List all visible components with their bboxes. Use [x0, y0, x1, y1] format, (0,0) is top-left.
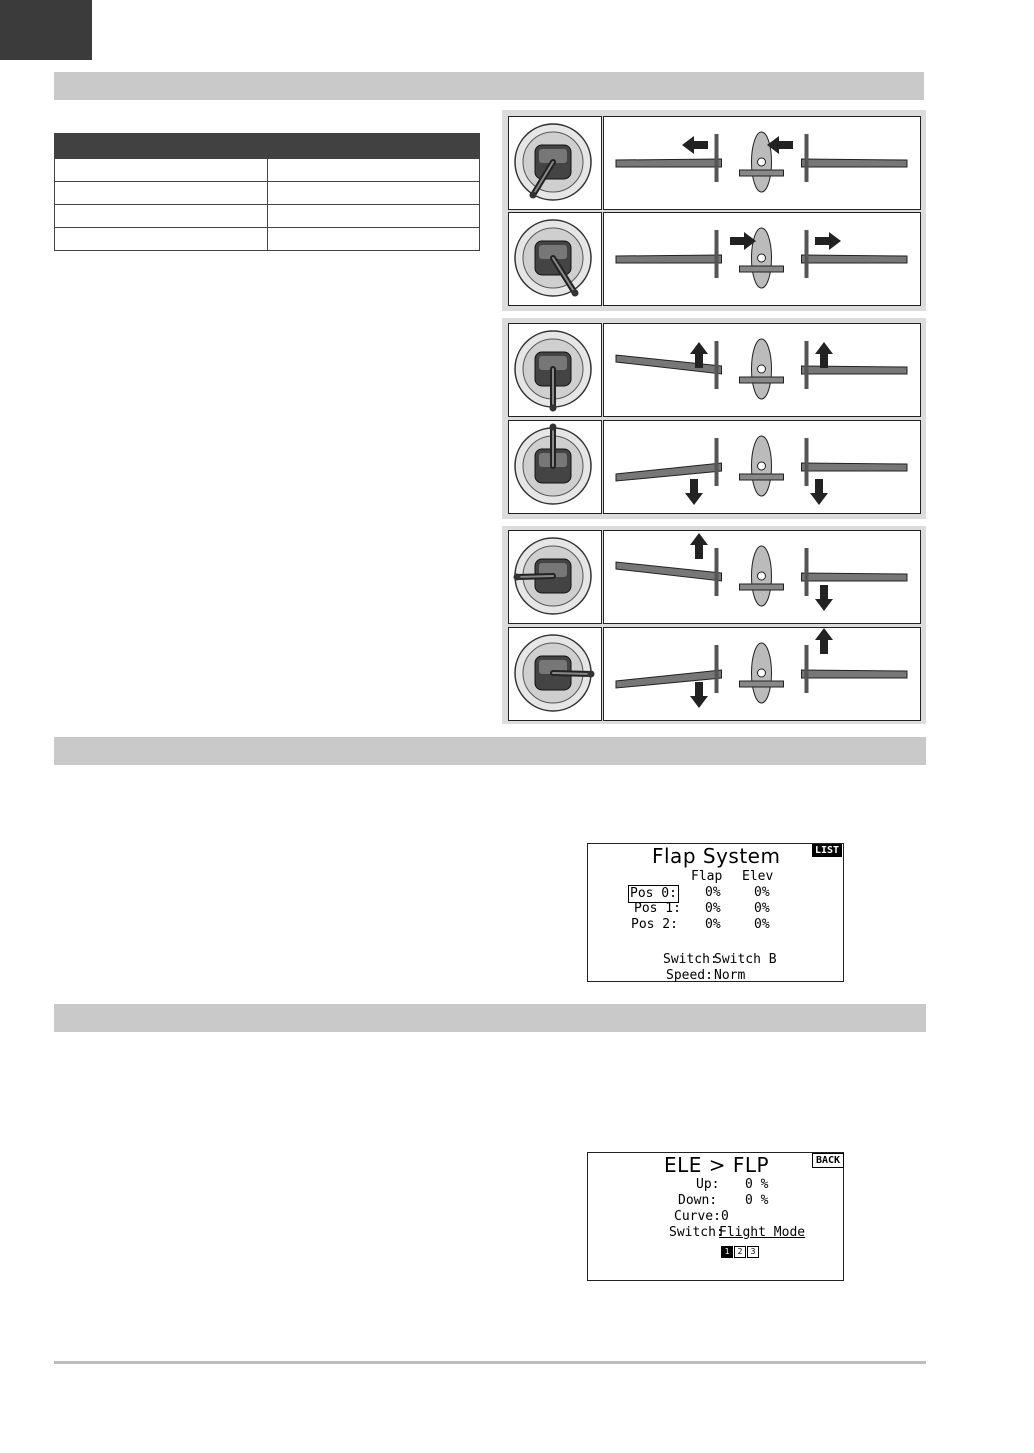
screen-title: Flap System [652, 844, 781, 868]
stick-panel [508, 627, 602, 721]
direction-arrow-icon [682, 136, 708, 154]
airplane-panel [603, 212, 921, 306]
airplane-top-view-icon [616, 643, 907, 703]
airplane-top-view-icon [616, 546, 907, 606]
screen-title: ELE > FLP [664, 1153, 770, 1177]
back-button[interactable]: BACK [812, 1153, 844, 1168]
airplane-top-view-icon [616, 228, 907, 288]
stick-panel [508, 116, 602, 210]
direction-arrow-icon [685, 479, 703, 505]
up-label: Up: [696, 1177, 720, 1192]
stick-gimbal-icon [515, 635, 595, 711]
table-row [54, 228, 480, 251]
pos0-flap-value[interactable]: 0% [705, 885, 721, 900]
col-header-elev: Elev [742, 869, 774, 884]
airplane-panel [603, 116, 921, 210]
footer-rule [54, 1361, 926, 1364]
page-corner-tab [0, 0, 92, 60]
stick-panel [508, 530, 602, 624]
list-button[interactable]: LIST [812, 844, 842, 857]
table-row [54, 205, 480, 228]
down-label: Down: [678, 1193, 718, 1208]
pos0-label[interactable]: Pos 0: [630, 886, 677, 901]
switch-label: Switch: [663, 952, 718, 967]
ele-flp-screen [587, 1152, 844, 1281]
stick-gimbal-icon [515, 220, 591, 297]
down-value[interactable]: 0 % [745, 1193, 769, 1208]
airplane-panel [603, 530, 921, 624]
pos2-label[interactable]: Pos 2: [631, 917, 678, 932]
stick-panel [508, 212, 602, 306]
direction-arrow-icon [815, 628, 833, 654]
direction-arrow-icon [815, 342, 833, 368]
table-row [54, 182, 480, 205]
pos1-label[interactable]: Pos 1: [634, 901, 681, 916]
flight-mode-3: 3 [747, 1246, 759, 1258]
section-header-bar [54, 72, 924, 100]
up-value[interactable]: 0 % [745, 1177, 769, 1192]
switch-value[interactable]: Flight Mode [719, 1225, 806, 1240]
flap-system-screen [587, 843, 844, 982]
direction-arrow-icon [810, 479, 828, 505]
table-header [54, 133, 480, 159]
pos2-flap-value[interactable]: 0% [705, 917, 721, 932]
pos1-elev-value[interactable]: 0% [754, 901, 770, 916]
speed-value[interactable]: Norm [714, 968, 746, 983]
direction-arrow-icon [815, 585, 833, 611]
airplane-panel [603, 627, 921, 721]
pos2-elev-value[interactable]: 0% [754, 917, 770, 932]
direction-arrow-icon [815, 232, 841, 250]
airplane-top-view-icon [616, 436, 907, 496]
section-header-bar [54, 1004, 926, 1032]
pos1-flap-value[interactable]: 0% [705, 901, 721, 916]
direction-arrow-icon [690, 533, 708, 559]
direction-arrow-icon [690, 682, 708, 708]
airplane-top-view-icon [616, 132, 907, 192]
stick-gimbal-icon [515, 331, 591, 412]
stick-gimbal-icon [514, 538, 592, 614]
stick-gimbal-icon [515, 124, 591, 200]
switch-label: Switch: [669, 1225, 724, 1240]
section-header-bar [54, 737, 926, 765]
stick-panel [508, 420, 602, 514]
settings-table [54, 133, 480, 251]
curve-label: Curve: [674, 1209, 721, 1224]
airplane-panel [603, 323, 921, 417]
speed-label: Speed: [666, 968, 713, 983]
table-row [54, 159, 480, 182]
airplane-top-view-icon [616, 339, 907, 399]
stick-panel [508, 323, 602, 417]
col-header-flap: Flap [691, 869, 723, 884]
airplane-panel [603, 420, 921, 514]
stick-gimbal-icon [515, 424, 591, 505]
flight-mode-2: 2 [734, 1246, 746, 1258]
switch-value[interactable]: Switch B [714, 952, 777, 967]
curve-value[interactable]: 0 [721, 1209, 729, 1224]
flight-mode-indicator [721, 1241, 760, 1260]
flight-mode-1: 1 [721, 1246, 733, 1258]
pos0-elev-value[interactable]: 0% [754, 885, 770, 900]
